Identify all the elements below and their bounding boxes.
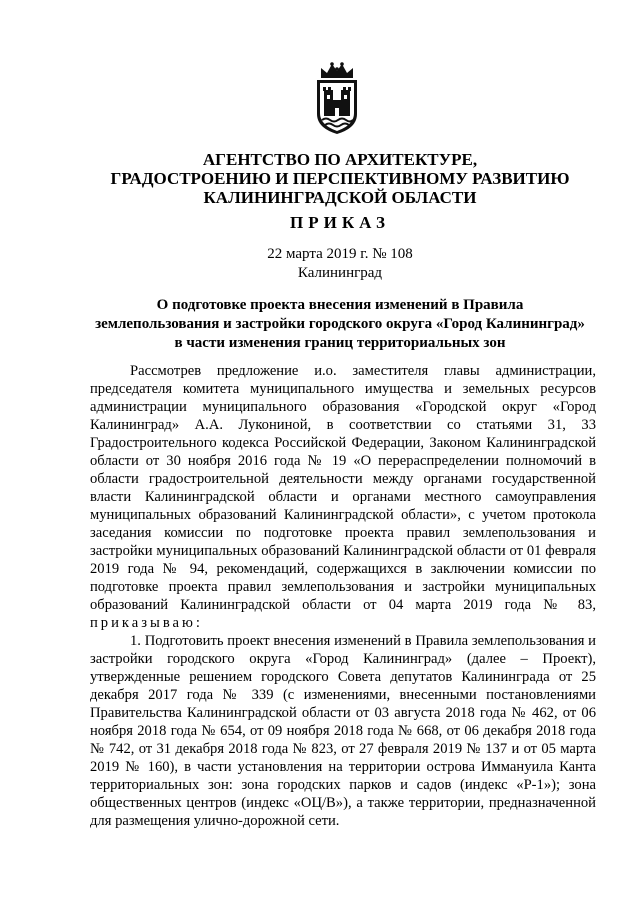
preamble-paragraph — [90, 362, 596, 632]
preamble-text: Рассмотрев предложение и.о. заместителя главы администрации, председателя комитета муниципального имущества и земельных ресурсов администрации муниципального образования «Городской округ «Город Калининград» А.А. Лукониной, в соответствии со статьями 31, 33 Градостроительного кодекса Российской Федерации, Законом Калининградской области от 30 ноября 2016 года № 19 «О перераспределении полномочий в области градостроительной деятельности между органами государственной власти Калининградской области и органами местного самоуправления муниципальных образований Калининградской области», с учетом протокола заседания комиссии по подготовке проекта правил землепользования и застройки муниципальных образований Калининградской области от 01 февраля 2019 года № 94, рекомендаций, содержащихся в заключении комиссии по подготовке проекта правил землепользования и застройки муниципальных образований Калининградской области от 04 марта 2019 года № 83, — [90, 363, 596, 613]
order-phrase: приказываю: — [90, 615, 203, 631]
agency-line: ГРАДОСТРОЕНИЮ И ПЕРСПЕКТИВНОМУ РАЗВИТИЮ — [110, 169, 570, 188]
agency-line: КАЛИНИНГРАДСКОЙ ОБЛАСТИ — [203, 188, 477, 207]
order-heading: ПРИКАЗ — [290, 213, 390, 232]
subject-line: землепользования и застройки городского округа «Город Калининград» — [95, 316, 585, 332]
order-body — [90, 362, 596, 830]
order-subject — [60, 296, 620, 353]
agency-line: АГЕНТСТВО ПО АРХИТЕКТУРЕ, — [202, 150, 478, 169]
item-1-paragraph: 1. Подготовить проект внесения изменений в Правила землепользования и застройки городского округа «Город Калининград» (далее – Проект), утвержденные решением городского Совета депутатов Калининграда от 25 декабря 2017 года № 339 (с изменениями, внесенными постановлениями Правительства Калининградской области от 03 августа 2018 года № 462, от 06 ноября 2018 года № 654, от 09 ноября 2018 года № 668, от 06 декабря 2018 года № 742, от 31 декабря 2018 года № 823, от 27 февраля 2019 № 137 и от 05 марта 2019 № 160), в части установления на территории острова Иммануила Канта территориальных зон: зона городских парков и садов (индекс «Р-1»); зона общественных центров (индекс «ОЦ/В»), а также территории, предназначенной для размещения улично-дорожной сети. — [90, 633, 596, 829]
subject-line: О подготовке проекта внесения изменений в Правила — [156, 297, 524, 313]
order-city: Калининград — [297, 265, 383, 281]
kaliningrad-coat-of-arms-icon — [313, 60, 361, 136]
order-date-number: 22 марта 2019 г. № 108 — [267, 246, 413, 262]
agency-title — [60, 150, 620, 207]
subject-line: в части изменения границ территориальных зон — [174, 335, 506, 351]
